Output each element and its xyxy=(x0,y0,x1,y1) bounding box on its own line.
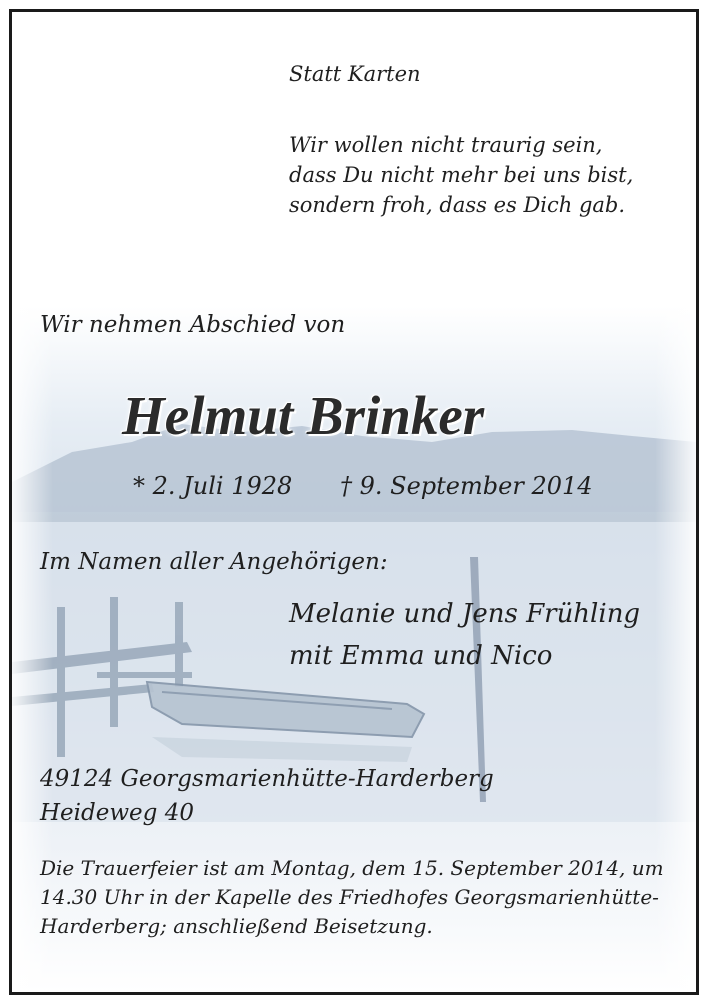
death-date: † 9. September 2014 xyxy=(340,472,593,500)
family-line: mit Emma und Nico xyxy=(289,641,553,671)
funeral-line: Harderberg; anschließend Beisetzung. xyxy=(40,914,433,938)
farewell-line: Wir nehmen Abschied von xyxy=(40,312,346,338)
poem-line: dass Du nicht mehr bei uns bist, xyxy=(289,163,634,187)
poem-line: Wir wollen nicht traurig sein, xyxy=(289,133,603,157)
address-line: Heideweg 40 xyxy=(40,800,194,826)
poem xyxy=(289,130,633,220)
funeral-info xyxy=(40,854,664,941)
poem-line: sondern froh, dass es Dich gab. xyxy=(289,193,626,217)
deceased-name: Helmut Brinker xyxy=(122,385,485,446)
on-behalf-line: Im Namen aller Angehörigen: xyxy=(40,549,388,575)
obituary-frame xyxy=(9,9,699,995)
header-statt-karten: Statt Karten xyxy=(289,62,421,86)
funeral-line: 14.30 Uhr in der Kapelle des Friedhofes Georgsmarienhütte- xyxy=(40,885,659,909)
birth-date: * 2. Juli 1928 xyxy=(133,472,293,500)
family-line: Melanie und Jens Frühling xyxy=(289,599,641,629)
funeral-line: Die Trauerfeier ist am Montag, dem 15. September 2014, um xyxy=(40,856,664,880)
address-line: 49124 Georgsmarienhütte-Harderberg xyxy=(40,766,494,792)
